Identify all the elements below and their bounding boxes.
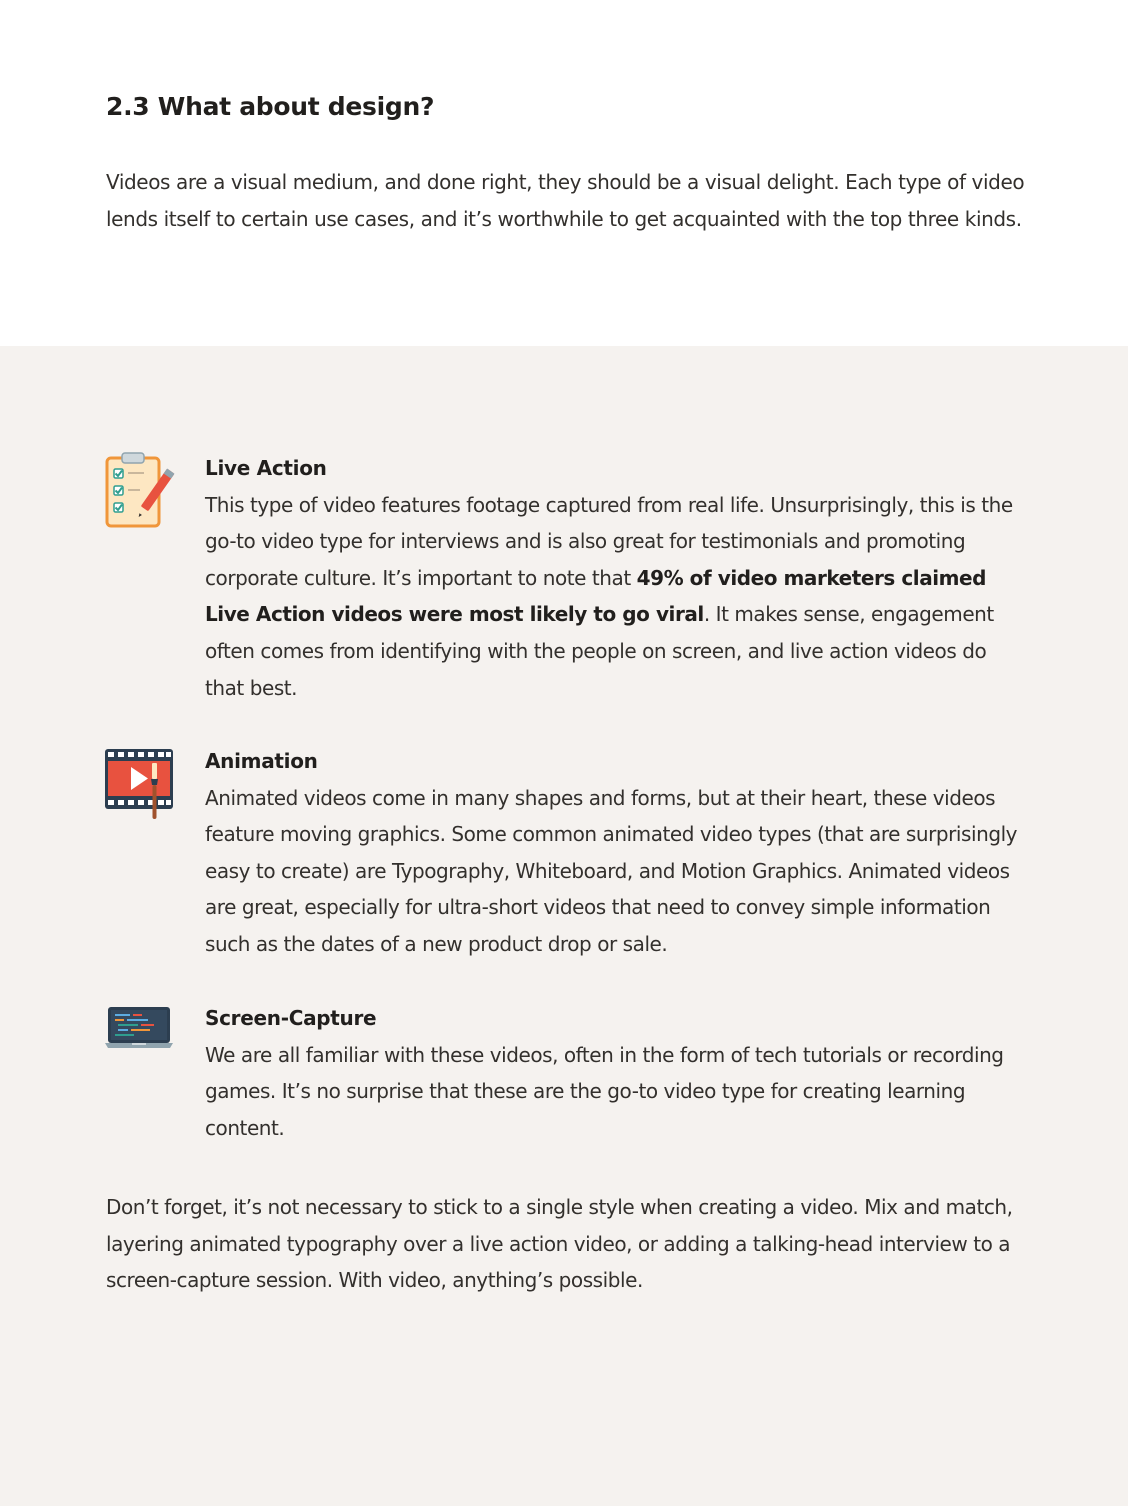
clipboard-checklist-icon: [104, 450, 176, 530]
video-type-live-action: [104, 450, 1028, 710]
live-action-text: [205, 450, 1027, 706]
laptop-screen-icon: [104, 1000, 176, 1080]
animation-text: [205, 743, 1027, 963]
video-type-screen-capture: [104, 1000, 1028, 1150]
live-action-body-end: . It makes sense, engagement often comes from identifying with the people on screen, and live action videos do that best.: [205, 602, 994, 700]
screen-capture-title: Screen-Capture: [205, 1006, 377, 1030]
live-action-body-start: This type of video features footage captured from real life. Unsurprisingly, this is the go-to video type for interviews and is also great for testimonials and promoting corporate culture. It’s important to note that: [205, 492, 1013, 590]
video-type-animation: [104, 743, 1028, 968]
screen-capture-text: [205, 1000, 1027, 1146]
live-action-body: [205, 487, 1027, 707]
animation-title: Animation: [205, 749, 318, 773]
outro-paragraph: Don’t forget, it’s not necessary to stick to a single style when creating a video. Mix and match, layering animated typography over a live action video, or adding a talking-head interview to a screen-capture session. With video, anything’s possible.: [106, 1195, 1013, 1293]
section-heading: 2.3 What about design?: [106, 92, 435, 121]
film-play-brush-icon: [104, 743, 176, 823]
animation-body: Animated videos come in many shapes and forms, but at their heart, these videos feature moving graphics. Some common animated video types (that are surprisingly easy to create) are Typography, Whiteboard, and Motion Graphics. Animated videos are great, especially for ultra-short videos that need to convey simple information such as the dates of a new product drop or sale.: [205, 785, 1018, 956]
video-types-section: [0, 346, 1128, 1506]
live-action-title: Live Action: [205, 456, 327, 480]
top-section: [0, 0, 1128, 346]
live-action-stat: 49% of video marketers claimed Live Action videos were most likely to go viral: [205, 565, 987, 627]
screen-capture-body: We are all familiar with these videos, often in the form of tech tutorials or recording games. It’s no surprise that these are the go-to video type for creating learning content.: [205, 1042, 1004, 1140]
intro-paragraph: Videos are a visual medium, and done right, they should be a visual delight. Each type of video lends itself to certain use cases, and it’s worthwhile to get acquainted with the top three kinds.: [106, 170, 1025, 231]
